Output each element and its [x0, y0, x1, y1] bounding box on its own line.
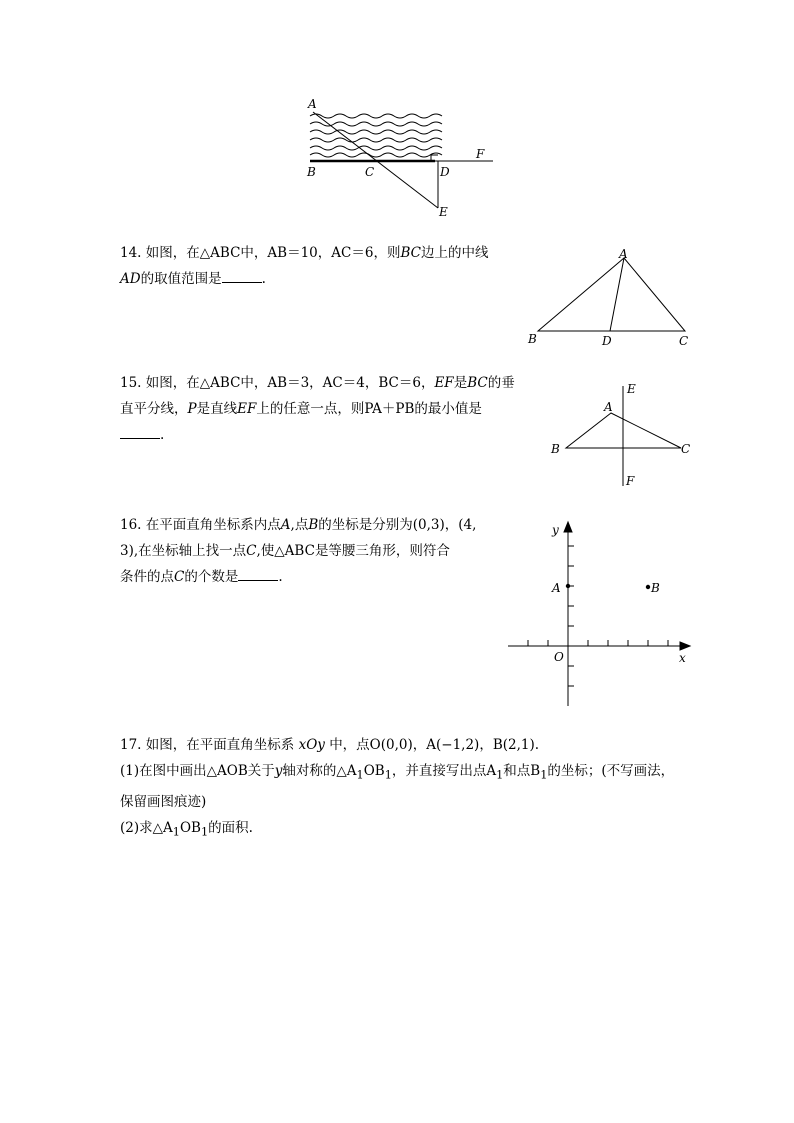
q14-text: 的取值范围是 — [140, 271, 222, 287]
q15-var: EF — [434, 375, 454, 391]
q15-text: 中，AB＝3，AC＝4，BC＝6， — [240, 375, 435, 391]
q15-text: 如图，在 — [145, 375, 200, 391]
label-f: F — [476, 147, 485, 161]
q17-text: 保留画图痕迹) — [120, 793, 207, 810]
q15-var: EF — [237, 401, 257, 417]
label-c: C — [679, 334, 689, 348]
label-e: E — [627, 382, 636, 396]
label-f: F — [626, 474, 635, 488]
water-waves — [310, 114, 442, 157]
q16-text: 在平面直角坐标系内点 — [145, 517, 281, 533]
label-a: A — [308, 97, 317, 111]
q14-line-1 — [120, 240, 510, 266]
q14-line-2 — [120, 266, 510, 292]
point-b — [646, 585, 650, 589]
label-c: C — [365, 165, 375, 179]
q17-text: ，并直接写出点A — [391, 763, 497, 779]
q15-line-2 — [120, 396, 520, 422]
q17-subscript: 1 — [384, 768, 392, 782]
q17-part-1 — [120, 758, 710, 789]
q17-subscript: 1 — [496, 768, 504, 782]
q15-line-1 — [120, 370, 520, 396]
q16-triangle: △ABC — [274, 543, 315, 559]
x-ticks — [528, 640, 668, 646]
q17-triangle: △AOB — [206, 763, 248, 779]
q14-text: 边上的中线 — [420, 245, 489, 261]
q17-subscript: 1 — [200, 825, 209, 839]
label-b: B — [528, 332, 537, 346]
q14-var: BC — [400, 245, 421, 261]
q16-text: 的坐标是分别为(0,3)，(4, — [318, 517, 477, 533]
label-y: y — [552, 523, 559, 537]
point-a — [566, 584, 570, 588]
q17-text: 如图，在平面直角坐标系 — [145, 737, 295, 753]
q16-number: 16. — [120, 517, 142, 533]
q15-text: 是 — [453, 375, 468, 391]
q16-text: ,点 — [290, 517, 309, 533]
q17-text: (1)在图中画出 — [120, 763, 207, 779]
triangle-figure-15 — [545, 378, 700, 490]
q16-text: 条件的点 — [120, 569, 174, 585]
q14-triangle: △ABC — [199, 245, 241, 261]
q16-text: ,使 — [256, 543, 275, 559]
q15-triangle: △ABC — [199, 375, 241, 391]
q17-subscript: 1 — [356, 768, 364, 782]
median-ad — [610, 258, 624, 331]
y-axis-arrow — [564, 522, 572, 532]
label-x: x — [679, 651, 686, 665]
q15-text: 上的任意一点，则PA＋PB的最小值是 — [256, 401, 482, 417]
q14-var: AD — [120, 271, 141, 287]
q17-text: 和点B — [503, 763, 541, 779]
question-15 — [120, 370, 520, 448]
q16-var: C — [246, 543, 257, 559]
x-axis-arrow — [680, 642, 690, 650]
question-17 — [120, 732, 710, 845]
q17-subscript: 1 — [540, 768, 548, 782]
q17-coordinate-system: xOy — [298, 737, 325, 753]
triangle-abc — [538, 258, 685, 331]
question-14 — [120, 240, 510, 292]
q17-text: (2)求 — [120, 819, 153, 836]
label-b: B — [307, 165, 316, 179]
river-figure — [295, 92, 505, 222]
q17-part-1-cont — [120, 789, 710, 815]
label-b: B — [651, 581, 660, 595]
q14-text: 中，AB＝10，AC＝6，则 — [240, 245, 401, 261]
label-b: B — [551, 442, 560, 456]
q15-text: 是直线 — [196, 401, 238, 417]
q17-text: 关于 — [247, 763, 275, 779]
label-c: C — [681, 442, 691, 456]
q17-text: 中，点O(0,0)，A(−1,2)，B(2,1). — [329, 737, 540, 753]
q16-line-1 — [120, 512, 490, 538]
q17-line-1 — [120, 732, 710, 758]
label-d: D — [602, 334, 612, 348]
q15-text: 直平分线， — [120, 401, 188, 417]
q15-end: . — [160, 427, 165, 443]
q15-number: 15. — [120, 375, 142, 391]
q15-var: BC — [467, 375, 488, 391]
y-ticks — [568, 546, 574, 686]
q17-triangle: △A — [336, 763, 357, 779]
q15-text: 的垂 — [487, 375, 515, 391]
q16-text: 的个数是 — [184, 569, 239, 585]
q17-text: 的面积. — [208, 819, 253, 836]
q16-line-3 — [120, 564, 490, 590]
answer-blank[interactable] — [120, 424, 160, 439]
q16-line-2 — [120, 538, 490, 564]
q15-var: P — [187, 401, 197, 417]
answer-blank[interactable] — [222, 268, 262, 283]
triangle-figure-14 — [522, 248, 698, 350]
label-a: A — [619, 248, 628, 261]
q17-var: y — [274, 763, 283, 779]
coordinate-plane-16 — [500, 518, 700, 710]
q14-text: 如图，在 — [145, 245, 200, 261]
q16-text: 3),在坐标轴上找一点 — [120, 543, 247, 559]
label-a: A — [604, 400, 613, 414]
q17-text: OB — [179, 819, 201, 836]
label-o: O — [554, 650, 564, 664]
q16-var: C — [174, 569, 185, 585]
q16-var: B — [308, 517, 319, 533]
label-d: D — [440, 165, 450, 179]
q17-text: 的坐标；(不写画法， — [547, 763, 675, 779]
q16-text: 是等腰三角形，则符合 — [314, 543, 450, 559]
question-16 — [120, 512, 490, 590]
q17-triangle: △A — [152, 819, 173, 836]
q14-end: . — [261, 271, 266, 287]
q16-var: A — [280, 517, 291, 533]
answer-blank[interactable] — [238, 566, 278, 581]
q14-number: 14. — [120, 245, 142, 261]
q15-line-3 — [120, 422, 520, 448]
q17-number: 17. — [120, 737, 142, 753]
q17-text: OB — [363, 763, 385, 779]
label-a: A — [552, 581, 561, 595]
q17-subscript: 1 — [172, 825, 180, 839]
label-e: E — [439, 205, 448, 219]
q16-end: . — [278, 569, 283, 585]
q17-text: 轴对称的 — [282, 763, 337, 779]
q17-part-2 — [120, 815, 710, 846]
